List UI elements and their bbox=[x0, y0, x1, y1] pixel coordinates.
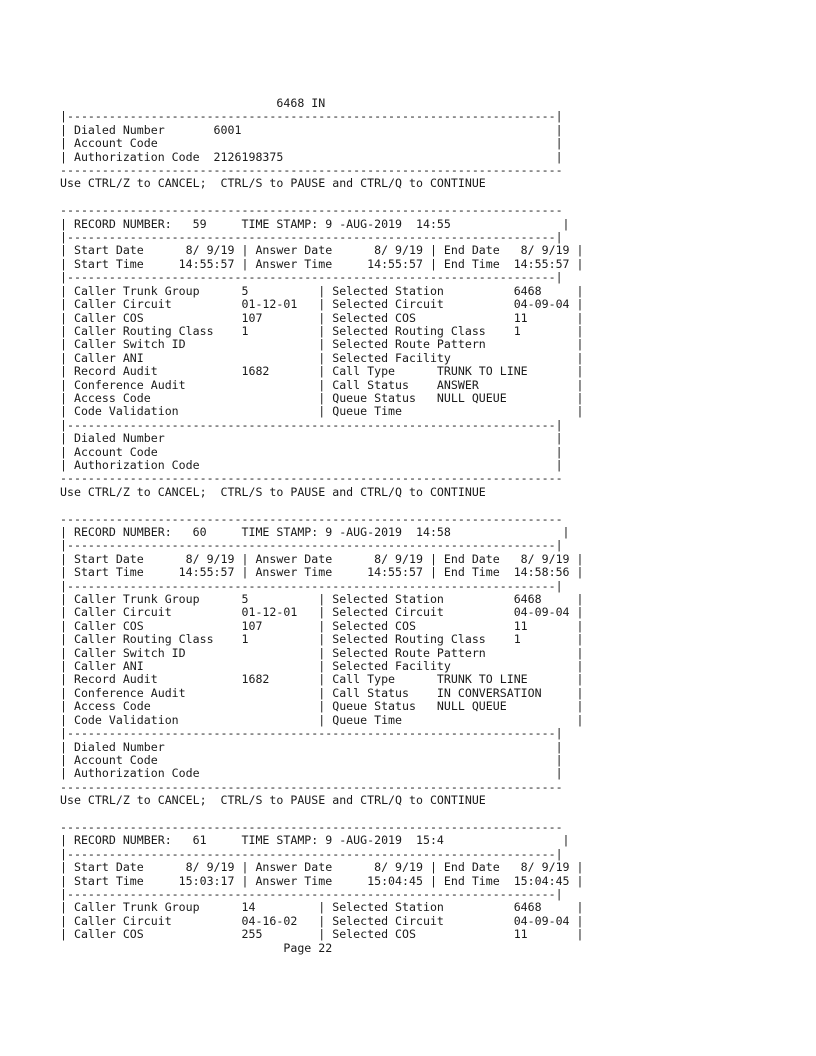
report-line: ------------------------------------------------------------------------ bbox=[60, 163, 563, 178]
report-line: | Dialed Number 6001 | bbox=[60, 122, 563, 137]
report-line: | Caller Circuit 04-16-02 | Selected Circuit 04-09-04 | bbox=[60, 913, 584, 928]
report-line: | RECORD NUMBER: 59 TIME STAMP: 9 -AUG-2019 14:55 | bbox=[60, 216, 570, 231]
report-line: | Authorization Code | bbox=[60, 766, 563, 781]
report-line: | Start Time 15:03:17 | Answer Time 15:04:45 | End Time 15:04:45 | bbox=[60, 873, 584, 888]
report-line: | Authorization Code | bbox=[60, 457, 563, 472]
report-line: | RECORD NUMBER: 60 TIME STAMP: 9 -AUG-2019 14:58 | bbox=[60, 525, 570, 539]
report-line: ------------------------------------------------------------------------ bbox=[60, 779, 563, 794]
report-line: | Authorization Code 2126198375 | bbox=[60, 149, 563, 164]
report-line: | Caller Trunk Group 5 | Selected Station 6468 | bbox=[60, 592, 584, 607]
call-detail-report bbox=[60, 97, 584, 955]
report-line: | Caller ANI | Selected Facility | bbox=[60, 350, 584, 365]
report-line: |----------------------------------------------------------------------| bbox=[60, 109, 563, 124]
report-line: 6468 IN bbox=[60, 96, 326, 110]
report-line: | Caller Routing Class 1 | Selected Routing Class 1 | bbox=[60, 323, 584, 338]
report-line: | Access Code | Queue Status NULL QUEUE | bbox=[60, 390, 584, 405]
report-line: | Dialed Number | bbox=[60, 431, 563, 446]
report-line: |----------------------------------------------------------------------| bbox=[60, 886, 563, 901]
report-line: | Access Code | Queue Status NULL QUEUE | bbox=[60, 699, 584, 714]
report-line: | Conference Audit | Call Status ANSWER | bbox=[60, 377, 584, 392]
report-line: |----------------------------------------------------------------------| bbox=[60, 726, 563, 741]
report-line: | Start Date 8/ 9/19 | Answer Date 8/ 9/19 | End Date 8/ 9/19 | bbox=[60, 551, 584, 566]
report-line: |----------------------------------------------------------------------| bbox=[60, 230, 563, 245]
report-line: |----------------------------------------------------------------------| bbox=[60, 417, 563, 432]
page-number: Page 22 bbox=[60, 940, 333, 955]
report-line: | Account Code | bbox=[60, 136, 563, 151]
report-line: | RECORD NUMBER: 61 TIME STAMP: 9 -AUG-2019 15:4 | bbox=[60, 833, 570, 848]
report-line: | Caller COS 255 | Selected COS 11 | bbox=[60, 927, 584, 942]
report-line: | Record Audit 1682 | Call Type TRUNK TO LINE | bbox=[60, 672, 584, 687]
report-line: ------------------------------------------------------------------------ bbox=[60, 471, 563, 486]
report-line: | Caller Trunk Group 14 | Selected Station 6468 | bbox=[60, 900, 584, 915]
report-line: | Caller COS 107 | Selected COS 11 | bbox=[60, 618, 584, 633]
report-line: | Start Date 8/ 9/19 | Answer Date 8/ 9/19 | End Date 8/ 9/19 | bbox=[60, 860, 584, 875]
report-line: ------------------------------------------------------------------------ bbox=[60, 819, 563, 834]
report-line: Use CTRL/Z to CANCEL; CTRL/S to PAUSE and CTRL/Q to CONTINUE bbox=[60, 793, 486, 808]
report-line: | Code Validation | Queue Time | bbox=[60, 404, 584, 419]
report-line: | Account Code | bbox=[60, 752, 563, 767]
report-line: | Caller ANI | Selected Facility | bbox=[60, 659, 584, 674]
report-line: | Caller COS 107 | Selected COS 11 | bbox=[60, 310, 584, 325]
report-line: | Start Time 14:55:57 | Answer Time 14:55:57 | End Time 14:58:56 | bbox=[60, 565, 584, 580]
report-line: | Record Audit 1682 | Call Type TRUNK TO LINE | bbox=[60, 364, 584, 379]
report-line: |----------------------------------------------------------------------| bbox=[60, 270, 563, 285]
report-line: |----------------------------------------------------------------------| bbox=[60, 578, 563, 593]
report-line: | Code Validation | Queue Time | bbox=[60, 712, 584, 727]
report-line: | Dialed Number | bbox=[60, 739, 563, 754]
report-line: |----------------------------------------------------------------------| bbox=[60, 538, 563, 553]
report-line: | Caller Routing Class 1 | Selected Routing Class 1 | bbox=[60, 632, 584, 647]
report-line: Use CTRL/Z to CANCEL; CTRL/S to PAUSE and CTRL/Q to CONTINUE bbox=[60, 484, 486, 499]
report-line: |----------------------------------------------------------------------| bbox=[60, 846, 563, 861]
report-line: | Caller Switch ID | Selected Route Pattern | bbox=[60, 337, 584, 352]
report-line: ------------------------------------------------------------------------ bbox=[60, 203, 563, 218]
report-line: | Caller Circuit 01-12-01 | Selected Circuit 04-09-04 | bbox=[60, 605, 584, 620]
report-line: | Account Code | bbox=[60, 444, 563, 459]
report-line: | Conference Audit | Call Status IN CONVERSATION | bbox=[60, 685, 584, 700]
report-line: | Caller Circuit 01-12-01 | Selected Circuit 04-09-04 | bbox=[60, 297, 584, 312]
report-line: | Caller Switch ID | Selected Route Pattern | bbox=[60, 645, 584, 660]
report-line: ------------------------------------------------------------------------ bbox=[60, 511, 563, 526]
report-line: | Start Date 8/ 9/19 | Answer Date 8/ 9/19 | End Date 8/ 9/19 | bbox=[60, 243, 584, 258]
report-line: | Start Time 14:55:57 | Answer Time 14:55:57 | End Time 14:55:57 | bbox=[60, 256, 584, 271]
report-line: Use CTRL/Z to CANCEL; CTRL/S to PAUSE and CTRL/Q to CONTINUE bbox=[60, 176, 486, 191]
report-line: | Caller Trunk Group 5 | Selected Station 6468 | bbox=[60, 283, 584, 298]
